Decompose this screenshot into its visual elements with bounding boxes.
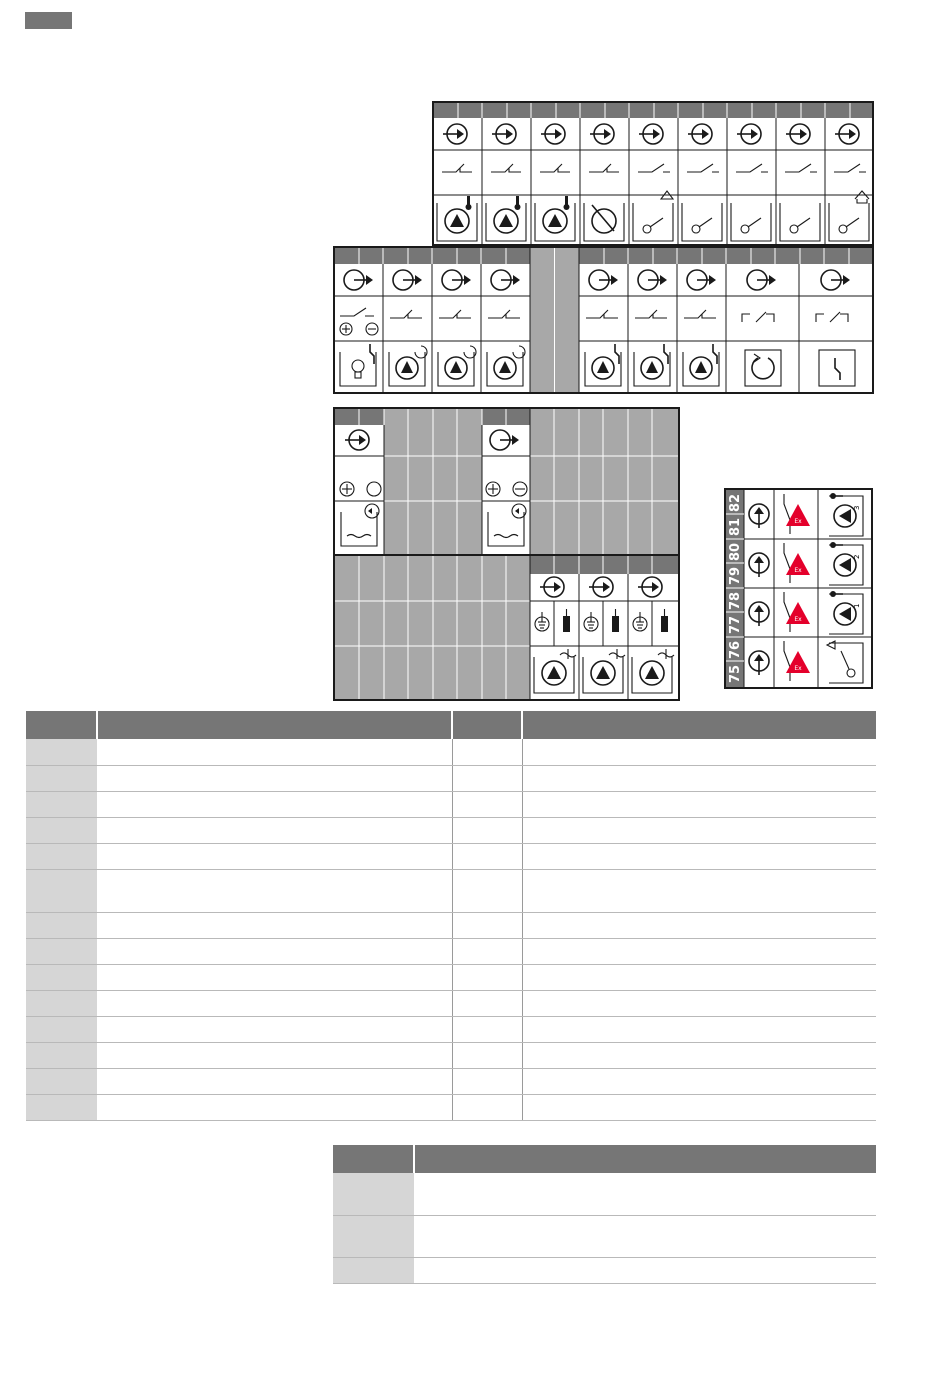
table-row [26,1094,876,1120]
table-row [26,964,876,990]
table-header [333,1145,876,1173]
table-row [26,791,876,817]
terminal-number: 80 [728,542,743,561]
wiring-diagram-middle [332,406,682,703]
table-row [333,1215,876,1257]
terminal-number: 76 [728,640,743,659]
table-header [26,711,876,739]
table-terminal-assignment [26,711,876,1121]
table-row [26,843,876,869]
table-row [26,765,876,791]
svg-text:Ex: Ex [794,616,802,623]
table-header-cell [26,711,97,739]
terminal-number: 82 [728,493,743,512]
svg-text:Ex: Ex [794,518,802,525]
table-row [26,1042,876,1068]
table-row [26,739,876,765]
terminal-number: 75 [728,664,743,683]
svg-text:1: 1 [853,603,861,608]
table-header-cell [333,1145,414,1173]
svg-text:3: 3 [853,505,861,510]
table-row [26,912,876,938]
terminal-number: 81 [728,517,743,536]
svg-text:Ex: Ex [794,665,802,672]
table-row [333,1173,876,1215]
svg-text:2: 2 [853,554,861,559]
table-header-cell [452,711,522,739]
table-row [26,990,876,1016]
svg-text:Ex: Ex [794,567,802,574]
terminal-block-75-82 [724,488,874,690]
table-row [26,869,876,912]
terminal-number: 78 [728,591,743,610]
table-row [333,1257,876,1283]
page-tab-marker [25,12,72,29]
wiring-diagram-top [332,100,876,397]
table-row [26,817,876,843]
terminal-number: 79 [728,566,743,585]
terminal-number: 77 [728,615,743,634]
table-legend [333,1145,876,1284]
table-row [26,938,876,964]
table-header-cell [414,1145,876,1173]
table-header-cell [97,711,452,739]
table-row [26,1068,876,1094]
table-row [26,1016,876,1042]
table-header-cell [522,711,876,739]
